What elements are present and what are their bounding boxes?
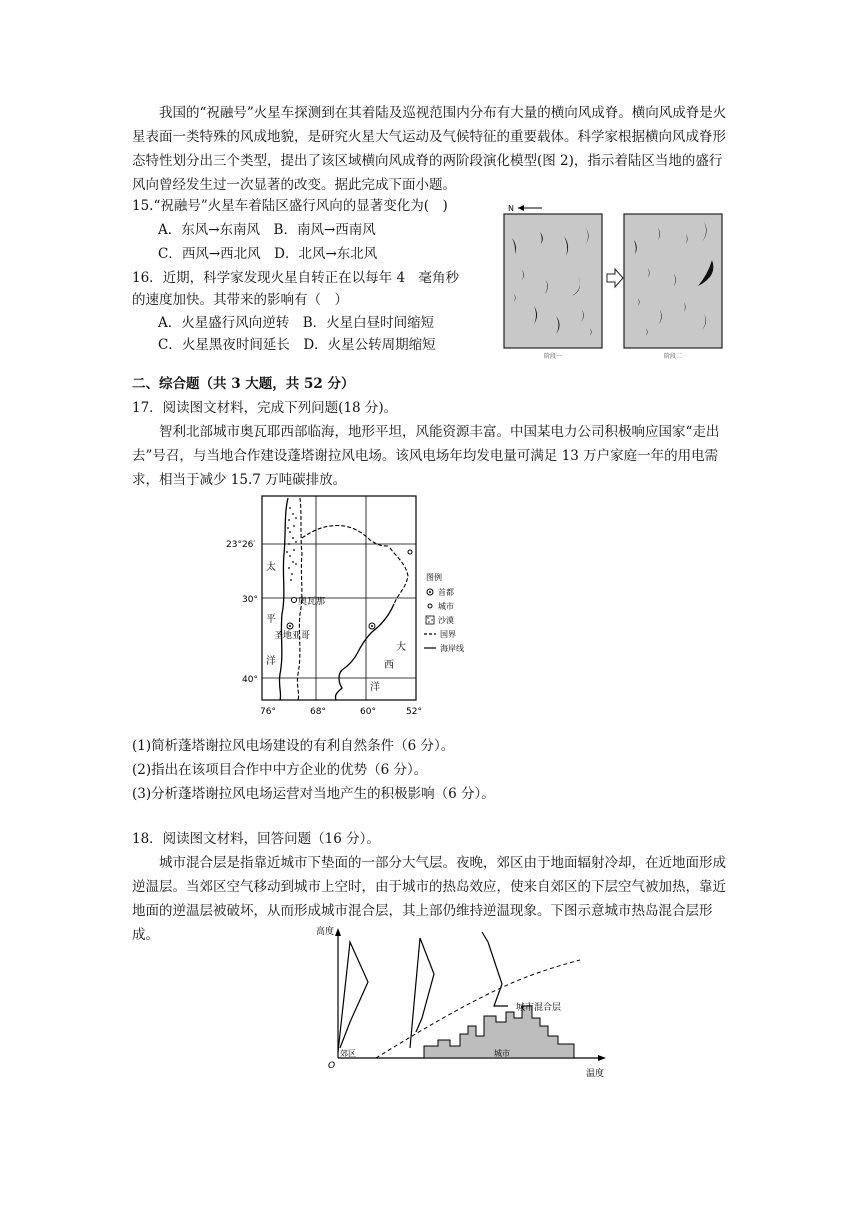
city-markers	[287, 550, 412, 629]
lat-label-40: 40°	[242, 675, 258, 685]
national-border	[390, 548, 408, 604]
ocean-atlantic-2: 西	[384, 660, 394, 671]
ocean-pacific-2: 平	[266, 614, 276, 625]
section2-title: 二、综合题（共 3 大题，共 52 分）	[132, 376, 355, 392]
x-axis-label: 温度	[586, 1069, 605, 1079]
lon-label-52: 52°	[406, 707, 422, 717]
q16-options-ab: A．火星盛行风向逆转 B．火星白昼时间缩短	[158, 315, 435, 331]
q16-stem-line2: 的速度加快。其带来的影响有（ ）	[132, 292, 348, 308]
city-temperature-profile	[488, 942, 508, 1006]
chile-map	[220, 494, 480, 720]
stage2-panel	[624, 214, 722, 348]
map-legend	[424, 572, 464, 653]
lat-label-tropic: 23°26′	[226, 540, 256, 550]
ovalle-marker	[292, 598, 297, 603]
city-ovalle-label: 奥瓦那	[298, 597, 326, 607]
q17-sub3: (3)分析蓬塔谢拉风电场运营对当地产生的积极影响（6 分）。	[132, 786, 495, 802]
ocean-atlantic-1: 大	[396, 642, 406, 653]
ocean-pacific-3: 洋	[266, 656, 276, 667]
ocean-atlantic-3: 洋	[370, 682, 380, 693]
desert-icon	[426, 616, 434, 624]
q17-title: 17．阅读图文材料，完成下列问题(18 分)。	[132, 400, 398, 416]
legend-city: 城市	[438, 602, 454, 611]
asuncion-marker	[408, 550, 412, 554]
y-axis-arrow-icon	[335, 928, 341, 936]
lon-label-68: 68°	[310, 707, 326, 717]
q16-stem-line1: 16．近期，科学家发现火星自转正在以每年 4 毫角秒	[132, 270, 460, 286]
q17-text: 智利北部城市奥瓦耶西部临海，地形平坦，风能资源丰富。中国某电力公司积极响应国家“走出去”号召，与当地合作建设蓬塔谢拉风电场。该风电场年均发电量可满足 13 万户家庭一年的用电需求，相当于减少 15.7 万吨碳排放。	[132, 424, 720, 488]
q15-stem: 15.“祝融号”火星车着陆区盛行风向的显著变化为( )	[132, 198, 448, 214]
stage2-label: 阶段二	[664, 353, 683, 360]
x-axis-arrow-icon	[598, 1055, 606, 1061]
legend-title: 图例	[426, 573, 442, 582]
ocean-pacific-1: 太	[266, 562, 276, 573]
q17-sub1: (1)简析蓬塔谢拉风电场建设的有利自然条件（6 分）。	[132, 738, 455, 754]
stage1-panel	[504, 214, 602, 348]
city-icon	[428, 604, 432, 608]
lon-label-60: 60°	[360, 707, 376, 717]
q15-options-ab: A．东风→东南风 B．南风→西南风	[158, 222, 376, 238]
q16-options-cd: C．火星黑夜时间延长 D．火星公转周期缩短	[158, 337, 436, 353]
q17-sub2: (2)指出在该项目合作中中方企业的优势（6 分）。	[132, 762, 428, 778]
dune-evolution-figure	[498, 198, 730, 362]
city-profile-top	[482, 932, 488, 942]
q15-options-cd: C．西风→西北风 D．北风→东北风	[158, 246, 378, 262]
q18-text: 城市混合层是指靠近城市下垫面的一部分大气层。夜晚，郊区由于地面辐射冷却，在近地面形成逆温层。当郊区空气移动到城市上空时，由于城市的热岛效应，使来自郊区的下层空气被加热，靠近地面的逆温层被破坏，从而形成城市混合层，其上部仍维持逆温现象。下图示意城市热岛混合层形成。	[132, 855, 726, 943]
origin-label: O	[328, 1061, 336, 1071]
city-santiago-label: 圣地亚哥	[274, 631, 311, 641]
legend-border: 国界	[440, 630, 456, 639]
suburb-label: 郊区	[340, 1049, 356, 1058]
city-label: 城市	[494, 1049, 510, 1058]
lat-label-30: 30°	[242, 595, 258, 605]
legend-desert: 沙漠	[438, 616, 454, 625]
suburb-temperature-profile	[338, 942, 368, 1052]
mars-intro-paragraph: 我国的“祝融号”火星车探测到在其着陆及巡视范围内分布有大量的横向风成脊。横向风成脊是火星表面一类特殊的风成地貌，是研究火星大气运动及气候特征的重要载体。科学家根据横向风成脊形态特性划分出三个类型，提出了该区域横向风成脊的两阶段演化模型(图 2)，指示着陆区当地的盛行风向曾经发生过一次显著的改变。据此完成下面小题。	[132, 105, 727, 193]
q18-title: 18．阅读图文材料，回答问题（16 分）。	[132, 831, 380, 847]
chile-coastline	[279, 498, 288, 700]
urban-mixed-layer-figure	[318, 922, 618, 1082]
north-arrow-head-icon	[518, 205, 524, 211]
transition-arrow-icon	[607, 269, 623, 287]
transition-temperature-profile	[410, 938, 434, 1048]
national-border	[302, 526, 388, 547]
y-axis-label: 高度	[316, 927, 335, 937]
mixed-layer-label: 城市混合层	[516, 1003, 562, 1013]
stage1-label: 阶段一	[544, 353, 563, 360]
legend-capital: 首都	[438, 588, 454, 597]
lon-label-76: 76°	[260, 707, 276, 717]
atlantic-coastline	[335, 604, 394, 700]
north-label: N	[508, 204, 514, 213]
legend-coastline: 海岸线	[440, 644, 464, 653]
